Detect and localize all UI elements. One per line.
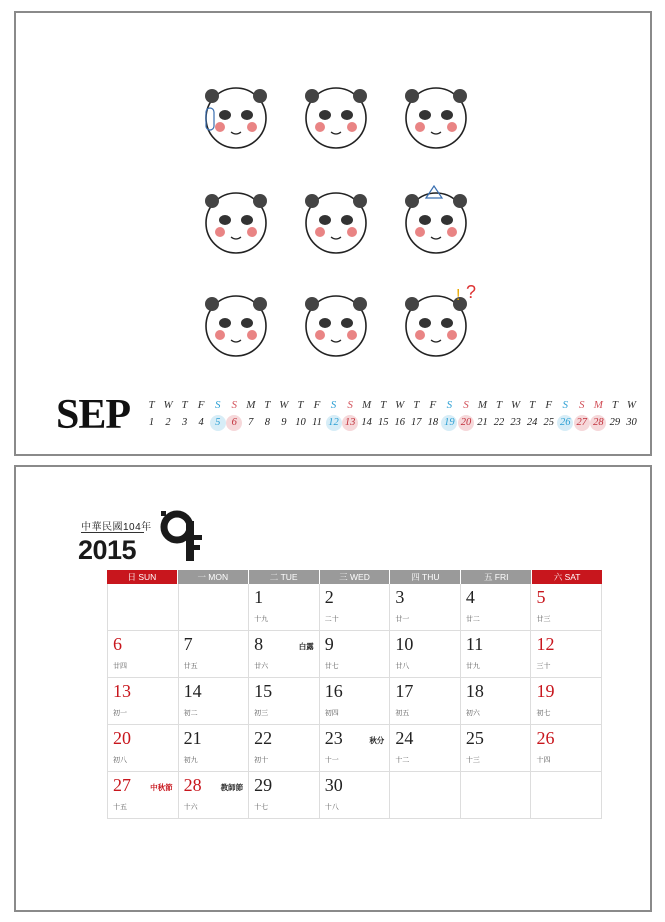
month-nine-logo: [159, 507, 205, 565]
day-number: 19: [536, 681, 555, 701]
day-cell[interactable]: [531, 631, 602, 677]
calendar-card: [14, 465, 652, 912]
strip-date-number: 19: [441, 415, 457, 431]
roc-year-label: 中華民國104年: [81, 522, 152, 533]
strip-date-number: 25: [543, 417, 554, 428]
lunar-date: 廿六: [254, 663, 269, 670]
strip-weekday-letter: T: [529, 399, 536, 411]
strip-weekday-letter: F: [429, 399, 437, 411]
strip-day: [573, 397, 590, 431]
svg-text:?: ?: [466, 282, 477, 302]
lunar-date: 廿二: [465, 616, 480, 623]
panda-face-icon: [305, 193, 367, 253]
day-cell[interactable]: [320, 631, 391, 677]
strip-weekday-letter: S: [579, 399, 585, 411]
strip-weekday-letter: T: [611, 399, 618, 411]
strip-weekday-letter: T: [413, 399, 420, 411]
strip-day: [275, 397, 292, 431]
strip-weekday-letter: S: [446, 399, 453, 411]
holiday-label: 秋分: [369, 736, 385, 745]
lunar-date: 廿七: [324, 663, 339, 670]
day-cell[interactable]: [461, 631, 532, 677]
week-row: [108, 678, 602, 725]
strip-date-number: 30: [626, 417, 637, 428]
strip-weekday-letter: S: [231, 399, 237, 411]
holiday-label: 教師節: [220, 783, 244, 792]
weekday-header: [107, 570, 602, 584]
day-cell[interactable]: [320, 678, 391, 724]
day-cell[interactable]: [531, 678, 602, 724]
day-number: 6: [113, 634, 122, 654]
day-cell[interactable]: [179, 631, 250, 677]
lunar-date: 二十: [324, 616, 339, 623]
strip-date-number: 18: [427, 417, 439, 428]
strip-weekday-letter: T: [380, 399, 387, 411]
strip-date-number: 2: [165, 417, 171, 428]
strip-weekday-letter: S: [214, 399, 221, 411]
strip-weekday-letter: W: [626, 399, 637, 411]
day-number: 3: [395, 587, 405, 607]
strip-weekday-letter: M: [246, 399, 256, 411]
day-cell[interactable]: [108, 772, 179, 818]
strip-day: [424, 397, 441, 431]
lunar-date: 初一: [113, 710, 127, 717]
month-grid: [107, 570, 602, 819]
day-cell[interactable]: [320, 725, 391, 771]
weekday-header-cell: 六 SAT: [532, 570, 602, 584]
lunar-date: 十七: [254, 804, 269, 811]
lunar-date: 初二: [183, 710, 198, 717]
strip-date-number: 4: [198, 417, 204, 428]
strip-day: [358, 397, 375, 431]
strip-weekday-letter: W: [163, 399, 173, 411]
strip-weekday-letter: T: [297, 399, 304, 411]
day-cell[interactable]: [108, 725, 179, 771]
empty-day-cell: [108, 584, 179, 630]
lunar-date: 十三: [465, 757, 480, 764]
day-number: 7: [183, 634, 193, 654]
strip-date-number: 16: [394, 417, 405, 428]
week-row: [108, 772, 602, 819]
week-row: [108, 631, 602, 678]
day-number: 27: [113, 775, 131, 795]
strip-date-number: 17: [411, 417, 422, 428]
day-cell[interactable]: [249, 725, 320, 771]
day-number: 16: [324, 681, 343, 701]
day-cell[interactable]: [179, 725, 250, 771]
weekday-header-cell: 二 TUE: [249, 570, 320, 584]
lunar-date: 初七: [536, 710, 551, 717]
strip-weekday-letter: T: [181, 399, 188, 411]
strip-weekday-letter: S: [463, 399, 469, 411]
day-cell[interactable]: [249, 772, 320, 818]
holiday-label: 中秋節: [150, 783, 173, 792]
day-cell[interactable]: [461, 678, 532, 724]
day-cell[interactable]: [390, 725, 461, 771]
strip-weekday-letter: S: [330, 399, 337, 411]
day-number: 17: [395, 681, 414, 701]
strip-weekday-letter: M: [593, 399, 603, 411]
lunar-date: 初八: [113, 757, 127, 764]
strip-day: [557, 397, 574, 431]
day-number: 8: [254, 634, 264, 654]
day-number: 9: [324, 634, 334, 654]
strip-weekday-letter: T: [148, 399, 155, 411]
strip-day: [590, 397, 607, 431]
lunar-date: 廿八: [395, 663, 410, 670]
strip-date-number: 28: [590, 415, 606, 431]
holiday-label: 白露: [298, 642, 314, 651]
strip-weekday-letter: T: [495, 399, 503, 411]
strip-date-number: 20: [458, 415, 474, 431]
lunar-date: 十四: [536, 757, 551, 764]
day-cell[interactable]: [390, 584, 461, 630]
strip-weekday-letter: M: [362, 399, 372, 411]
strip-day: [474, 397, 491, 431]
day-cell[interactable]: [108, 678, 179, 724]
strip-day: [176, 397, 193, 431]
panda-face-icon: [405, 193, 467, 253]
day-number: 1: [254, 587, 264, 607]
day-number: 30: [324, 775, 343, 795]
strip-weekday-letter: F: [313, 399, 321, 411]
strip-day: [375, 397, 392, 431]
date-strip: [143, 397, 637, 437]
strip-day: [242, 397, 259, 431]
panda-face-icon: [305, 296, 367, 356]
weekday-header-cell: 五 FRI: [461, 570, 532, 584]
year-label: 2015: [78, 535, 137, 565]
panda-row-2: [205, 193, 467, 253]
strip-date-number: 24: [526, 417, 538, 428]
strip-day: [623, 397, 640, 431]
day-cell[interactable]: [320, 772, 391, 818]
day-number: 23: [324, 728, 343, 748]
strip-day: [606, 397, 623, 431]
lunar-date: 十六: [183, 804, 198, 811]
day-number: 11: [465, 634, 484, 654]
strip-day: [408, 397, 425, 431]
lunar-date: 十九: [254, 616, 269, 623]
weekday-header-cell: 三 WED: [320, 570, 391, 584]
panda-face-icon: [205, 193, 267, 253]
panda-face-icon: [405, 88, 467, 148]
strip-date-number: 15: [377, 417, 389, 428]
empty-day-cell: [461, 772, 532, 818]
strip-date-number: 3: [181, 417, 188, 428]
month-abbreviation: SEP: [56, 392, 131, 438]
day-cell[interactable]: [108, 631, 179, 677]
week-row: [108, 725, 602, 772]
day-cell[interactable]: [461, 584, 532, 630]
day-cell[interactable]: [461, 725, 532, 771]
day-cell[interactable]: [390, 631, 461, 677]
panda-row-1: [205, 88, 467, 148]
day-cell[interactable]: [249, 678, 320, 724]
day-number: 13: [113, 681, 131, 701]
strip-day: [209, 397, 226, 431]
year-divider: [81, 532, 144, 533]
lunar-date: 初十: [254, 757, 269, 764]
day-number: 15: [254, 681, 273, 701]
strip-day: [292, 397, 309, 431]
day-cell[interactable]: [531, 584, 602, 630]
day-number: 28: [183, 775, 202, 795]
day-number: 4: [465, 587, 475, 607]
lunar-date: 初九: [183, 757, 198, 764]
strip-date-number: 23: [510, 417, 521, 428]
day-cell[interactable]: [249, 631, 320, 677]
day-cell[interactable]: [179, 678, 250, 724]
empty-day-cell: [531, 772, 602, 818]
day-number: 12: [536, 634, 555, 654]
strip-weekday-letter: W: [511, 399, 521, 411]
svg-text:!: !: [456, 287, 461, 304]
strip-date-number: 29: [609, 417, 621, 428]
strip-weekday-letter: F: [197, 399, 205, 411]
strip-day: [524, 397, 541, 431]
calendar-body: [107, 584, 602, 819]
illustration-card: [14, 11, 652, 456]
strip-day: [491, 397, 508, 431]
lunar-date: 三十: [536, 663, 551, 670]
panda-face-icon: [205, 296, 267, 356]
strip-weekday-letter: S: [562, 399, 568, 411]
day-number: 24: [395, 728, 414, 748]
day-number: 26: [536, 728, 555, 748]
strip-day: [441, 397, 458, 431]
day-number: 29: [254, 775, 273, 795]
strip-day: [457, 397, 474, 431]
strip-date-number: 10: [295, 417, 306, 428]
empty-day-cell: [179, 584, 250, 630]
panda-face-icon: [405, 296, 467, 356]
strip-day: [259, 397, 276, 431]
strip-date-number: 26: [557, 415, 573, 431]
day-number: 5: [536, 587, 546, 607]
day-number: 2: [324, 587, 334, 607]
weekday-header-cell: 日 SUN: [107, 570, 178, 584]
strip-date-number: 11: [312, 417, 322, 428]
day-number: 18: [465, 681, 484, 701]
strip-weekday-letter: T: [264, 399, 271, 411]
lunar-date: 初六: [465, 710, 480, 717]
strip-weekday-letter: F: [545, 399, 553, 411]
strip-day: [143, 397, 160, 431]
strip-date-number: 8: [264, 417, 270, 428]
day-number: 21: [183, 728, 202, 748]
weekday-header-cell: 一 MON: [178, 570, 249, 584]
strip-weekday-letter: S: [347, 399, 353, 411]
strip-date-number: 21: [477, 417, 488, 428]
day-number: 10: [395, 634, 414, 654]
strip-date-number: 13: [342, 415, 358, 431]
strip-day: [391, 397, 408, 431]
lunar-date: 廿三: [536, 616, 551, 623]
lunar-date: 初三: [254, 710, 269, 717]
strip-day: [540, 397, 557, 431]
day-cell[interactable]: [390, 678, 461, 724]
day-number: 14: [183, 681, 202, 701]
strip-date-number: 1: [148, 417, 155, 428]
empty-day-cell: [390, 772, 461, 818]
strip-day: [507, 397, 524, 431]
day-cell[interactable]: [179, 772, 250, 818]
strip-date-number: 14: [361, 417, 372, 428]
strip-day: [342, 397, 359, 431]
panda-illustration: [186, 68, 486, 378]
strip-day: [193, 397, 210, 431]
lunar-date: 十八: [324, 804, 339, 811]
weekday-header-cell: 四 THU: [390, 570, 461, 584]
strip-date-number: 22: [493, 417, 505, 428]
panda-row-3: [205, 296, 467, 356]
day-cell[interactable]: [320, 584, 391, 630]
lunar-date: 十五: [113, 804, 127, 811]
lunar-date: 廿九: [465, 663, 480, 670]
lunar-date: 廿一: [395, 616, 410, 623]
strip-day: [325, 397, 342, 431]
week-row: [108, 584, 602, 631]
strip-date-number: 6: [226, 415, 242, 431]
day-number: 25: [465, 728, 484, 748]
strip-day: [226, 397, 243, 431]
strip-date-number: 9: [281, 417, 287, 428]
lunar-date: 廿五: [183, 663, 198, 670]
strip-date-number: 5: [210, 415, 226, 431]
lunar-date: 十二: [395, 757, 410, 764]
strip-date-number: 27: [574, 415, 590, 431]
lunar-date: 初四: [324, 710, 339, 717]
strip-weekday-letter: W: [279, 399, 289, 411]
strip-weekday-letter: M: [477, 399, 488, 411]
lunar-date: 初五: [395, 710, 410, 717]
strip-day: [160, 397, 177, 431]
day-cell[interactable]: [531, 725, 602, 771]
lunar-date: 十一: [324, 757, 339, 764]
panda-face-icon: [305, 88, 367, 148]
day-number: 20: [113, 728, 131, 748]
lunar-date: 廿四: [113, 663, 127, 670]
strip-date-number: 12: [326, 415, 342, 431]
strip-day: [309, 397, 326, 431]
strip-weekday-letter: W: [395, 399, 405, 411]
strip-date-number: 7: [248, 417, 254, 428]
day-cell[interactable]: [249, 584, 320, 630]
day-number: 22: [254, 728, 273, 748]
